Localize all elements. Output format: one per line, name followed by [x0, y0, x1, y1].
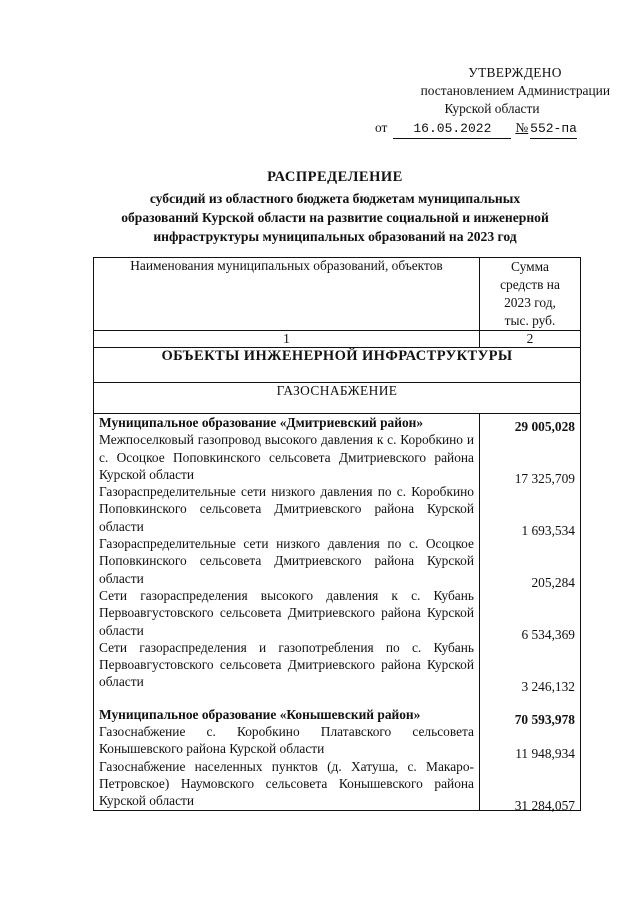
- amount-header-line: 2023 год,: [504, 295, 556, 310]
- approval-issuer: постановлением Администрации: [420, 83, 610, 98]
- column-header-name: Наименования муниципальных образований, объектов: [94, 258, 480, 331]
- document-heading: [80, 168, 590, 246]
- object-item: Газоснабжение с. Коробкино Платавского сельсовета Конышевского района Курской области: [99, 724, 474, 757]
- section-row: [94, 348, 581, 383]
- municipality-name: Муниципальное образование «Дмитриевский район»: [99, 415, 424, 430]
- subsection-title: ГАЗОСНАБЖЕНИЕ: [94, 383, 581, 414]
- column-header-amount: [480, 258, 581, 331]
- approval-number: 552-па: [530, 120, 577, 139]
- municipality-total: 29 005,028: [514, 419, 575, 434]
- object-amount: 205,284: [531, 575, 575, 590]
- object-item: Сети газораспределения высокого давления к с. Кубань Первоавгустовского сельсовета Дмитриевского района Курской области: [99, 587, 474, 638]
- object-item: Газораспределительные сети низкого давления по с. Коробкино Поповкинского сельсовета Дмитриевского района Курской области: [99, 484, 474, 534]
- table-header-row: [94, 258, 581, 331]
- number-prefix: №: [515, 120, 529, 135]
- document-title: РАСПРЕДЕЛЕНИЕ: [267, 169, 403, 185]
- document-subtitle-line-1: субсидий из областного бюджета бюджетам муниципальных: [149, 191, 521, 206]
- subsection-row: [94, 383, 581, 414]
- approval-date: 16.05.2022: [393, 120, 511, 139]
- object-amount: 1 693,534: [521, 523, 575, 538]
- object-item: Газоснабжение населенных пунктов (д. Хатуша, с. Макаро-Петровское) Наумовского сельсовета Конышевского района Курской области: [99, 758, 474, 809]
- amount-header-line: Сумма: [511, 259, 549, 274]
- approval-region: Курской области: [444, 101, 540, 116]
- amount-header-line: тыс. руб.: [504, 313, 556, 328]
- column-number-1: 1: [94, 331, 480, 348]
- amounts-column: [480, 414, 581, 811]
- objects-column: [94, 414, 480, 811]
- object-item: Сети газораспределения и газопотребления по с. Кубань Первоавгустовского сельсовета Дмитриевского района Курской области: [99, 639, 474, 690]
- table-body-row: [94, 414, 581, 811]
- approval-title: УТВЕРЖДЕНО: [468, 65, 562, 80]
- section-title: ОБЪЕКТЫ ИНЖЕНЕРНОЙ ИНФРАСТРУКТУРЫ: [94, 348, 581, 383]
- document-subtitle-line-2: образований Курской области на развитие социальной и инженерной: [121, 210, 549, 225]
- object-amount: 11 948,934: [515, 746, 575, 761]
- object-item: Газораспределительные сети низкого давления по с. Осоцкое Поповкинского сельсовета Дмитриевского района Курской области: [99, 536, 474, 586]
- object-amount: 6 534,369: [521, 627, 575, 642]
- approval-date-line: [370, 119, 620, 139]
- municipality-name: Муниципальное образование «Конышевский район»: [99, 706, 421, 722]
- date-prefix: от: [375, 120, 388, 135]
- object-amount: 17 325,709: [514, 471, 575, 486]
- approval-stamp: [370, 64, 620, 139]
- object-amount: 3 246,132: [521, 679, 575, 694]
- distribution-table: [93, 257, 581, 811]
- document-subtitle-line-3: инфраструктуры муниципальных образований на 2023 год: [153, 229, 517, 244]
- object-amount: 31 284,057: [514, 798, 575, 813]
- municipality-total: 70 593,978: [514, 712, 575, 727]
- amount-header-line: средств на: [500, 277, 560, 292]
- column-number-row: [94, 331, 581, 348]
- column-number-2: 2: [480, 331, 581, 348]
- object-item: Межпоселковый газопровод высокого давления к с. Коробкино и с. Осоцкое Поповкинского сельсовета Дмитриевского района Курской области: [99, 432, 474, 482]
